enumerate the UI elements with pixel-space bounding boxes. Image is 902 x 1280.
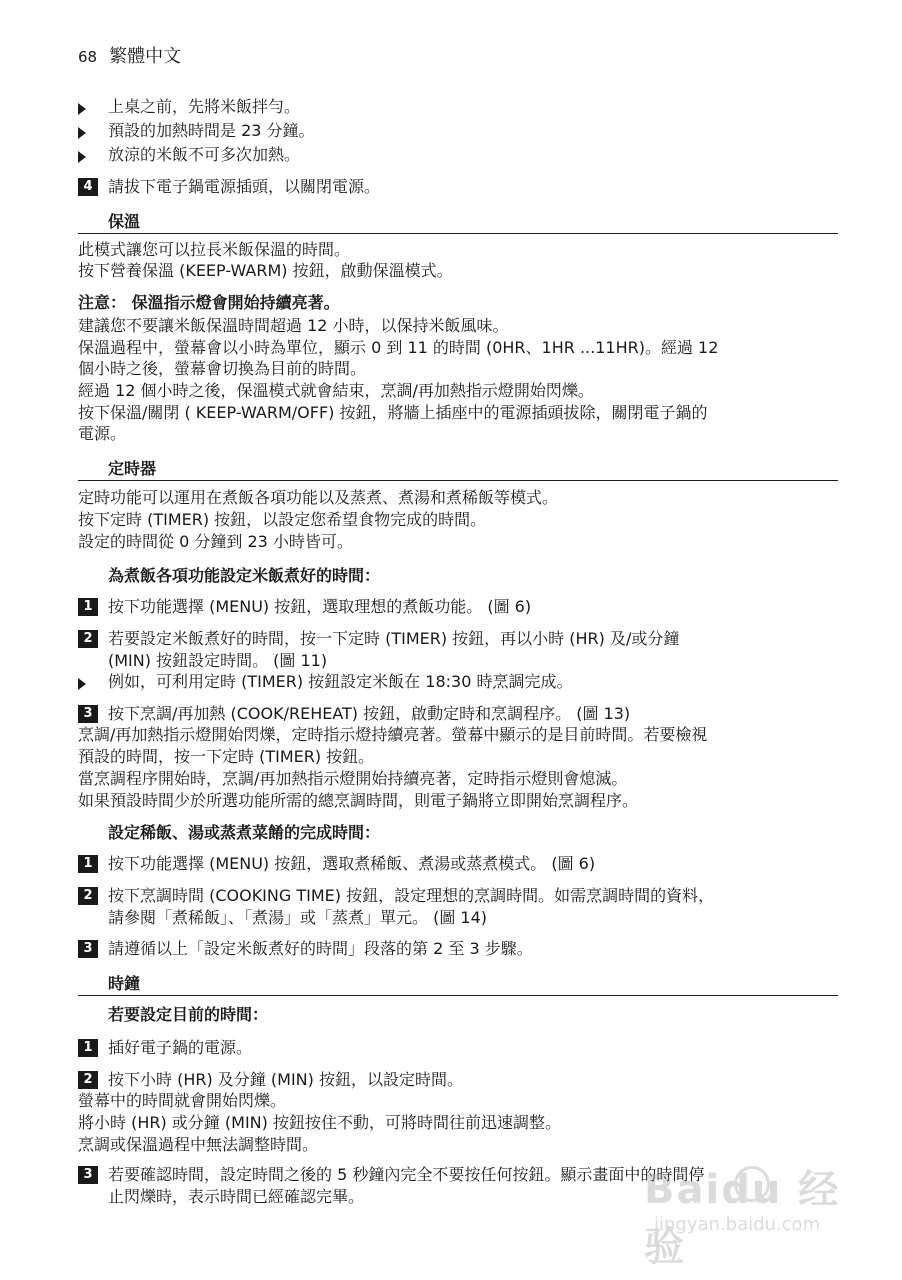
watermark-brand: Baidu 经验 [644, 1167, 841, 1270]
page-header [78, 46, 181, 68]
clock-step-2: 按下小時 (HR) 及分鐘 (MIN) 按鈕，以設定時間。 [108, 1070, 463, 1089]
step-number-badge: 1 [78, 855, 98, 873]
soup-step-2: 按下烹調時間 (COOKING TIME) 按鈕，設定理想的烹調時間。如需烹調時間的資料， [108, 886, 715, 905]
rice-subtitle: 為煮飯各項功能設定米飯煮好的時間： [108, 566, 381, 585]
intro-bullet-3: 放涼的米飯不可多次加熱。 [108, 145, 301, 164]
language-label: 繁體中文 [109, 46, 182, 67]
rice-note-3: 當烹調程序開始時，烹調/再加熱指示燈開始持續亮著，定時指示燈則會熄滅。 [78, 769, 628, 788]
rice-note-4: 如果預設時間少於所選功能所需的總烹調時間，則電子鍋將立即開始烹調程序。 [78, 791, 639, 810]
clock-step-3-cont: 止閃爍時，表示時間已經確認完畢。 [108, 1187, 365, 1206]
page-number: 68 [78, 48, 98, 66]
timer-line-1: 定時功能可以運用在煮飯各項功能以及蒸煮、煮湯和煮稀飯等模式。 [78, 488, 559, 507]
step-number-badge: 1 [78, 598, 98, 616]
soup-step-2-cont: 請參閱「煮稀飯」、「煮湯」或「蒸煮」單元。 (圖 14) [108, 908, 488, 927]
timer-line-3: 設定的時間從 0 分鐘到 23 小時皆可。 [78, 532, 353, 551]
step-number-badge: 2 [78, 887, 98, 905]
unplug-step-text: 請拔下電子鍋電源插頭，以關閉電源。 [108, 177, 381, 196]
step-number-badge: 3 [78, 705, 98, 723]
example-bullet: 例如，可利用定時 (TIMER) 按鈕設定米飯在 18:30 時烹調完成。 [108, 672, 573, 691]
rice-step-1: 按下功能選擇 (MENU) 按鈕，選取理想的煮飯功能。 (圖 6) [108, 597, 532, 616]
intro-bullet-2: 預設的加熱時間是 23 分鐘。 [108, 121, 315, 140]
intro-bullet-1: 上桌之前，先將米飯拌勻。 [108, 97, 301, 116]
step-number-badge: 2 [78, 630, 98, 648]
section-divider [78, 480, 838, 481]
keep-warm-line-2: 按下營養保溫 (KEEP-WARM) 按鈕，啟動保溫模式。 [78, 261, 453, 280]
bullet-icon [78, 124, 88, 138]
section-divider [78, 233, 838, 234]
rice-note-2: 預設的時間，按一下定時 (TIMER) 按鈕。 [78, 747, 375, 766]
rice-step-3: 按下烹調/再加熱 (COOK/REHEAT) 按鈕，啟動定時和烹調程序。 (圖 13) [108, 704, 631, 723]
rice-note-1: 烹調/再加熱指示燈開始閃爍，定時指示燈持續亮著。螢幕中顯示的是目前時間。若要檢視 [78, 725, 708, 744]
keep-warm-note-4: 經過 12 個小時之後，保溫模式就會結束，烹調/再加熱指示燈開始閃爍。 [78, 381, 594, 400]
soup-step-1: 按下功能選擇 (MENU) 按鈕，選取煮稀飯、煮湯或蒸煮模式。 (圖 6) [108, 854, 596, 873]
keep-warm-note-6: 電源。 [78, 424, 127, 443]
keep-warm-note-2: 保溫過程中，螢幕會以小時為單位，顯示 0 到 11 的時間 (0HR、1HR ...11HR)。經過 12 [78, 338, 719, 357]
soup-subtitle: 設定稀飯、湯或蒸煮菜餚的完成時間： [108, 823, 381, 842]
clock-step-3: 若要確認時間，設定時間之後的 5 秒鐘內完全不要按任何按鈕。顯示畫面中的時間停 [108, 1165, 705, 1184]
bullet-icon [78, 675, 88, 689]
section-title-timer: 定時器 [108, 459, 157, 478]
keep-warm-note-5: 按下保溫/關閉 ( KEEP-WARM/OFF) 按鈕，將牆上插座中的電源插頭拔除，關閉電子鍋的 [78, 403, 708, 422]
baidu-watermark [640, 1158, 870, 1270]
step-number-badge: 3 [78, 940, 98, 958]
timer-line-2: 按下定時 (TIMER) 按鈕，以設定您希望食物完成的時間。 [78, 510, 487, 529]
step-number-badge: 1 [78, 1039, 98, 1057]
keep-warm-note-1: 建議您不要讓米飯保溫時間超過 12 小時，以保持米飯風味。 [78, 316, 509, 335]
clock-step-1: 插好電子鍋的電源。 [108, 1038, 253, 1057]
bullet-icon [78, 100, 88, 114]
clock-note-1: 螢幕中的時間就會開始閃爍。 [78, 1091, 287, 1110]
section-title-keep-warm: 保溫 [108, 212, 141, 231]
keep-warm-note-title: 注意： 保溫指示燈會開始持續亮著。 [78, 293, 340, 312]
clock-note-3: 烹調或保溫過程中無法調整時間。 [78, 1135, 319, 1154]
clock-note-2: 將小時 (HR) 或分鐘 (MIN) 按鈕按住不動，可將時間往前迅速調整。 [78, 1113, 561, 1132]
keep-warm-line-1: 此模式讓您可以拉長米飯保溫的時間。 [78, 240, 351, 259]
watermark-url: jingyan.baidu.com [654, 1214, 821, 1235]
section-divider [78, 995, 838, 996]
section-title-clock: 時鐘 [108, 974, 141, 993]
rice-step-2-cont: (MIN) 按鈕設定時間。 (圖 11) [108, 651, 328, 670]
clock-subtitle: 若要設定目前的時間： [108, 1005, 269, 1024]
soup-step-3: 請遵循以上「設定米飯煮好的時間」段落的第 2 至 3 步驟。 [108, 939, 533, 958]
keep-warm-note-3: 個小時之後，螢幕會切換為目前的時間。 [78, 359, 367, 378]
step-number-badge: 2 [78, 1071, 98, 1089]
step-number-badge: 4 [78, 178, 98, 196]
step-number-badge: 3 [78, 1166, 98, 1184]
paw-icon [734, 1166, 770, 1202]
bullet-icon [78, 148, 88, 162]
rice-step-2: 若要設定米飯煮好的時間，按一下定時 (TIMER) 按鈕，再以小時 (HR) 及/或分鐘 [108, 629, 680, 648]
